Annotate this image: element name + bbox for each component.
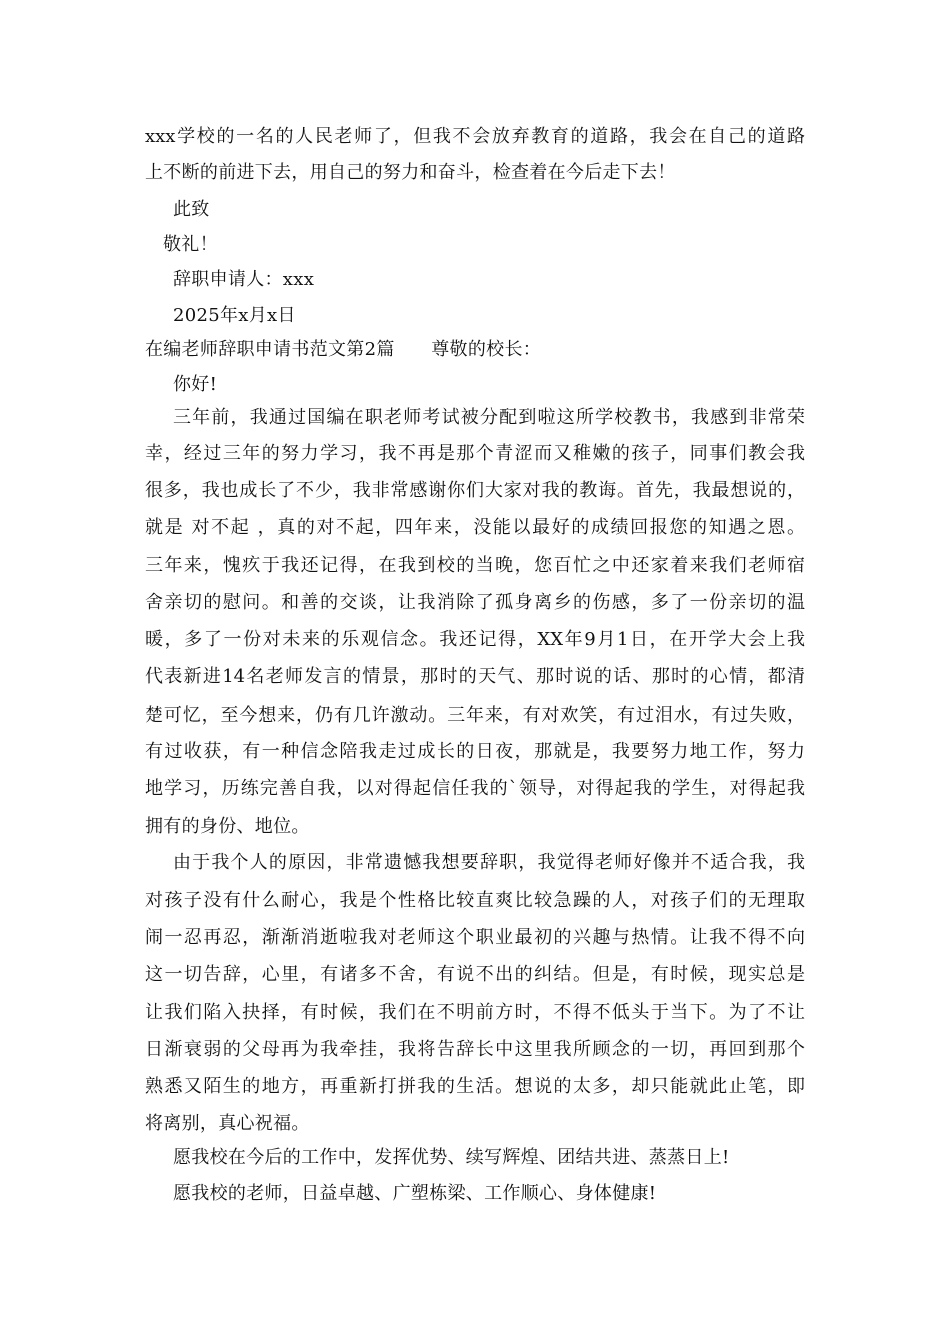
body-line: 地学习，历练完善自我，以对得起信任我的`领导，对得起我的学生，对得起我 — [145, 778, 805, 799]
body-line: 暖，多了一份对未来的乐观信念。我还记得，XX年9月1日，在开学大会上我 — [145, 629, 805, 650]
body-line: 三年来，愧疚于我还记得，在我到校的当晚，您百忙之中还家着来我们老师宿 — [145, 555, 805, 576]
body-line: 就是 对不起 ，真的对不起，四年来，没能以最好的成绩回报您的知遇之恩。 — [145, 517, 805, 538]
closing-salutation: 此致 — [173, 199, 210, 220]
body-line: 日渐衰弱的父母再为我牵挂，我将告辞长中这里我所顾念的一切，再回到那个 — [145, 1039, 805, 1060]
body-line: 代表新进14名老师发言的情景，那时的天气、那时说的话、那时的心情，都清 — [145, 666, 805, 687]
body-line: 舍亲切的慰问。和善的交谈，让我消除了孤身离乡的伤感，多了一份亲切的温 — [145, 592, 805, 613]
greeting: 你好! — [173, 374, 218, 395]
body-line: 楚可忆，至今想来，仍有几许激动。三年来，有对欢笑，有过泪水，有过失败， — [145, 705, 805, 726]
body-line: 三年前，我通过国编在职老师考试被分配到啦这所学校教书，我感到非常荣 — [173, 407, 805, 428]
body-line: 上不断的前进下去，用自己的努力和奋斗，检查着在今后走下去！ — [145, 162, 676, 183]
body-line: 由于我个人的原因，非常遗憾我想要辞职，我觉得老师好像并不适合我，我 — [173, 852, 805, 873]
body-line: 将离别，真心祝福。 — [145, 1113, 310, 1134]
wish-line: 愿我校在今后的工作中，发挥优势、续写辉煌、团结共进、蒸蒸日上! — [173, 1147, 730, 1168]
body-line: 幸，经过三年的努力学习，我不再是那个青涩而又稚嫩的孩子，同事们教会我 — [145, 443, 805, 464]
body-line: 对孩子没有什么耐心，我是个性格比较直爽比较急躁的人，对孩子们的无理取 — [145, 890, 805, 911]
closing-respect: 敬礼！ — [163, 234, 218, 255]
body-line: 让我们陷入抉择，有时候，我们在不明前方时，不得不低头于当下。为了不让 — [145, 1002, 805, 1023]
body-line: 这一切告辞，心里，有诸多不舍，有说不出的纠结。但是，有时候，现实总是 — [145, 964, 805, 985]
section-title: 在编老师辞职申请书范文第2篇 尊敬的校长： — [145, 339, 542, 360]
signature-date: 2025年x月x日 — [173, 305, 296, 326]
body-line: 有过收获，有一种信念陪我走过成长的日夜，那就是，我要努力地工作，努力 — [145, 741, 805, 762]
body-line: 熟悉又陌生的地方，再重新打拼我的生活。想说的太多，却只能就此止笔，即 — [145, 1076, 805, 1097]
body-line: 拥有的身份、地位。 — [145, 816, 310, 837]
body-line: 很多，我也成长了不少，我非常感谢你们大家对我的教诲。首先，我最想说的， — [145, 480, 805, 501]
signature-applicant: 辞职申请人：xxx — [173, 269, 315, 290]
body-line: 闹一忍再忍，渐渐消逝啦我对老师这个职业最初的兴趣与热情。让我不得不向 — [145, 927, 805, 948]
wish-line: 愿我校的老师，日益卓越、广塑栋梁、工作顺心、身体健康! — [173, 1183, 657, 1204]
body-line: xxx学校的一名的人民老师了，但我不会放弃教育的道路，我会在自己的道路 — [145, 126, 805, 147]
